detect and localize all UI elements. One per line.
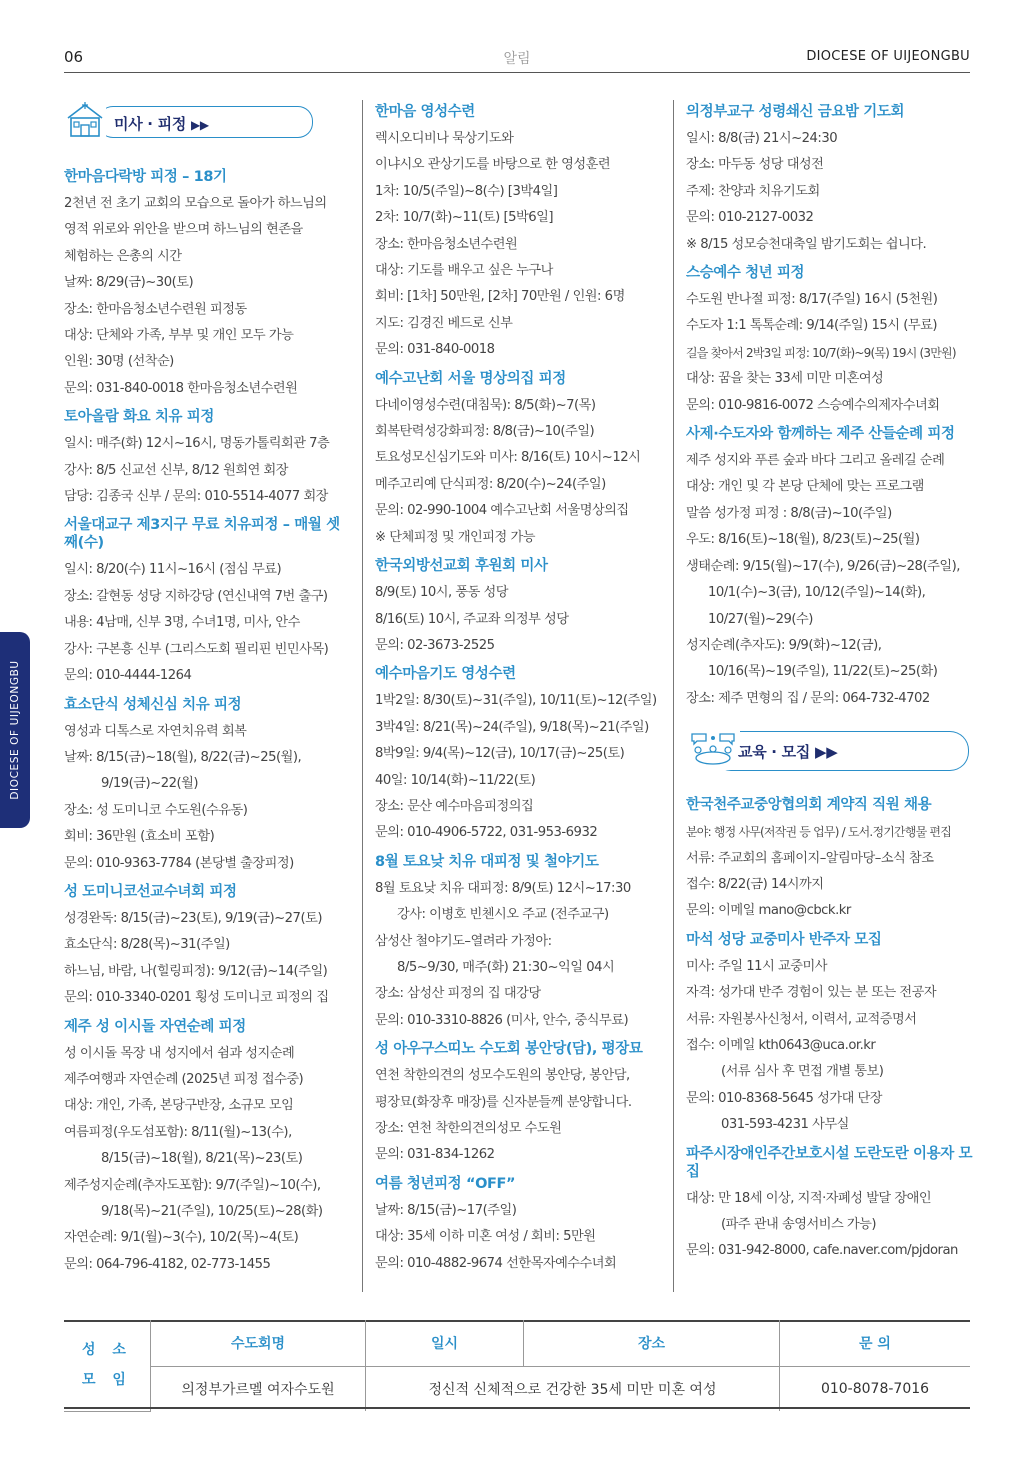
text-line: 문의: 010-2127-0032 <box>686 210 814 226</box>
text-line: 성지순례(추자도): 9/9(화)~12(금), <box>686 637 882 653</box>
text-line: 9/18(목)~21(주일), 10/25(토)~28(화) <box>101 1204 323 1219</box>
notice-title: 제주 성 이시돌 자연순례 피정 <box>64 1018 246 1035</box>
double-arrow-icon: ▶▶ <box>814 743 838 762</box>
text-line: 일시: 8/8(금) 21시~24:30 <box>686 131 838 146</box>
table-row <box>64 1367 970 1412</box>
vocation-meeting-table <box>64 1320 970 1412</box>
text-line: 수도자 1:1 톡톡순례: 9/14(주일) 15시 (무료) <box>686 318 937 334</box>
text-line: 10/1(수)~3(금), 10/12(주일)~14(화), <box>708 585 926 601</box>
order-name-cell: 의정부가르멜 여자수도원 <box>181 1382 335 1398</box>
text-line: 강사: 구본흥 신부 (그리스도회 필리핀 빈민사목) <box>64 641 329 657</box>
text-line: 삼성산 철야기도–열려라 가정아: <box>375 933 552 949</box>
text-line: 2천년 전 초기 교회의 모습으로 돌아가 하느님의 <box>64 196 327 211</box>
notice-section <box>64 696 352 877</box>
notice-section <box>64 168 352 402</box>
text-line: 문의: 010-3340-0201 횡성 도미니코 피정의 집 <box>64 990 329 1006</box>
text-line: 제주 성지와 푸른 숲과 바다 그리고 올레길 순례 <box>686 453 945 469</box>
table-header-row <box>64 1320 970 1367</box>
text-line: 장소: 제주 면형의 집 / 문의: 064-732-4702 <box>686 690 930 706</box>
text-line: 문의: 010-8368-5645 성가대 단장 <box>686 1090 883 1106</box>
notice-section <box>64 408 352 510</box>
text-line: 장소: 갈현동 성당 지하강당 (연신내역 7번 출구) <box>64 588 328 604</box>
text-line: 회비: [1차] 50만원, [2차] 70만원 / 인원: 6명 <box>375 289 625 305</box>
text-line: 대상: 35세 이하 미혼 여성 / 회비: 5만원 <box>375 1229 596 1245</box>
text-line: 문의: 010-9816-0072 스승예수의제자수녀회 <box>686 397 940 413</box>
side-tab-label: DIOCESE OF UIJEONGBU <box>9 660 21 800</box>
contact-cell: 010-8078-7016 <box>780 1367 971 1412</box>
text-line: 문의: 031-834-1262 <box>375 1147 495 1163</box>
notice-section <box>375 557 665 659</box>
notice-section <box>375 370 665 551</box>
notice-title: 효소단식 성체신심 치유 피정 <box>64 696 242 713</box>
text-line: 날짜: 8/29(금)~30(토) <box>64 275 194 291</box>
text-line: 1박2일: 8/30(토)~31(주일), 10/11(토)~12(주일) <box>375 693 657 709</box>
text-line: 분야: 행정 사무(저작권 등 업무) / 도서.정기간행물 편집 <box>686 825 951 840</box>
header-order-name: 수도회명 <box>151 1320 366 1367</box>
header-contact: 문 의 <box>780 1320 971 1367</box>
notice-section <box>686 103 974 258</box>
text-line: 장소: 마두동 성당 대성전 <box>686 157 824 173</box>
side-tab <box>0 632 30 828</box>
text-line: 평장묘(화장후 매장)를 신자분들께 분양합니다. <box>375 1094 632 1110</box>
notice-title: 파주시장애인주간보호시설 도란도란 이용자 모집 <box>686 1145 973 1180</box>
notice-section <box>375 103 665 364</box>
text-line: 8/16(토) 10시, 주교좌 의정부 성당 <box>375 611 569 627</box>
text-line: ※ 8/15 성모승천대축일 밤기도회는 쉽니다. <box>686 236 927 252</box>
text-line: 이냐시오 관상기도를 바탕으로 한 영성훈련 <box>375 157 611 173</box>
text-line: 8/9(토) 10시, 풍동 성당 <box>375 585 508 601</box>
notice-section <box>375 665 665 846</box>
text-line: 일시: 매주(화) 12시~16시, 명동가톨릭회관 7층 <box>64 436 330 452</box>
text-line: 문의: 010-9363-7784 (본당별 출장피정) <box>64 855 294 871</box>
notice-title: 한마음다락방 피정 – 18기 <box>64 169 227 185</box>
text-line: 장소: 성 도미니코 수도원(수유동) <box>64 802 248 818</box>
text-line: 서류: 자원봉사신청서, 이력서, 교적증명서 <box>686 1011 917 1027</box>
text-line: 자격: 성가대 반주 경험이 있는 분 또는 전공자 <box>686 985 937 1001</box>
text-line: 문의: 031-840-0018 한마음청소년수련원 <box>64 380 298 396</box>
mass-retreat-title: 미사 · 피정 ▶▶ <box>114 115 209 133</box>
text-line: 연천 착한의견의 성모수도원의 봉안당, 봉안담, <box>375 1068 630 1084</box>
notice-title: 한마음 영성수련 <box>375 104 475 120</box>
page-number: 06 <box>64 48 84 66</box>
notice-title: 예수고난회 서울 명상의집 피정 <box>375 370 566 387</box>
text-line: 성 이시돌 목장 내 성지에서 쉼과 성지순례 <box>64 1045 295 1061</box>
text-line: 장소: 문산 예수마음피정의집 <box>375 798 534 814</box>
text-line: 날짜: 8/15(금)~17(주일) <box>375 1202 517 1218</box>
text-line: 자연순례: 9/1(월)~3(수), 10/2(목)~4(토) <box>64 1230 299 1246</box>
notice-title: 한국천주교중앙협의회 계약직 직원 채용 <box>686 797 932 814</box>
detail-cell: 정신적 신체적으로 건강한 35세 미만 미혼 여성 <box>366 1367 780 1412</box>
text-line: 8월 토요낮 치유 대피정: 8/9(토) 12시~17:30 <box>375 880 631 896</box>
meeting-icon <box>686 728 740 770</box>
text-line: 대상: 꿈을 찾는 33세 미만 미혼여성 <box>686 371 884 387</box>
notice-title: 성 아우구스띠노 수도회 봉안당(담), 평장묘 <box>375 1041 643 1058</box>
text-line: 체험하는 은총의 시간 <box>64 248 182 264</box>
text-line: 길을 찾아서 2박3일 피정: 10/7(화)~9(목) 19시 (3만원) <box>686 345 956 360</box>
column-2-sections <box>375 103 665 1277</box>
column-divider <box>362 100 363 1292</box>
text-line: 강사: 8/5 신교선 신부, 8/12 원희연 회장 <box>64 462 288 478</box>
notice-section <box>64 883 352 1012</box>
text-line: 대상: 기도를 배우고 싶은 누구나 <box>375 263 553 279</box>
notice-section <box>686 425 974 712</box>
text-line: 문의: 031-942-8000, cafe.naver.com/pjdoran <box>686 1243 958 1259</box>
text-line: 우도: 8/16(토)~18(월), 8/23(토)~25(월) <box>686 532 920 548</box>
education-recruit-header <box>686 728 974 770</box>
text-line: 미사: 주일 11시 교중미사 <box>686 958 827 974</box>
text-line: 8/15(금)~18(월), 8/21(목)~23(토) <box>101 1151 303 1167</box>
text-line: 메주고리예 단식피정: 8/20(수)~24(주일) <box>375 476 606 492</box>
text-line: 토요성모신심기도와 미사: 8/16(토) 10시~12시 <box>375 450 641 466</box>
notice-section <box>686 1145 974 1265</box>
column-divider <box>673 100 674 1292</box>
header-date: 일시 <box>366 1320 524 1367</box>
column-3 <box>686 100 974 1271</box>
notice-section <box>375 1040 665 1169</box>
text-line: (서류 심사 후 면접 개별 통보) <box>721 1064 884 1080</box>
church-icon <box>64 100 106 140</box>
text-line: 장소: 연천 착한의견의성모 수도원 <box>375 1121 562 1136</box>
text-line: 대상: 개인, 가족, 본당구반장, 소규모 모임 <box>64 1098 294 1114</box>
text-line: 장소: 한마음청소년수련원 피정동 <box>64 301 247 317</box>
text-line: 말씀 성가정 피정 : 8/8(금)~10(주일) <box>686 505 892 521</box>
notice-title: 스승예수 청년 피정 <box>686 265 805 282</box>
text-line: 031-593-4231 사무실 <box>721 1117 849 1133</box>
text-line: 장소: 삼성산 피정의 집 대강당 <box>375 986 541 1002</box>
notice-section <box>375 1175 665 1277</box>
notice-title: 여름 청년피정 “OFF” <box>375 1175 516 1192</box>
notice-section <box>375 853 665 1034</box>
text-line: 8박9일: 9/4(목)~12(금), 10/17(금)~25(토) <box>375 746 625 762</box>
text-line: 회복탄력성강화피정: 8/8(금)~10(주일) <box>375 424 595 440</box>
text-line: 성경완독: 8/15(금)~23(토), 9/19(금)~27(토) <box>64 910 322 926</box>
text-line: 접수: 8/22(금) 14시까지 <box>686 876 824 892</box>
text-line: 문의: 064-796-4182, 02-773-1455 <box>64 1256 271 1272</box>
table-bottom-rule <box>64 1407 970 1409</box>
text-line: 날짜: 8/15(금)~18(월), 8/22(금)~25(월), <box>64 749 302 765</box>
text-line: 수도원 반나절 피정: 8/17(주일) 16시 (5천원) <box>686 292 938 308</box>
notice-section <box>64 516 352 689</box>
text-line: 장소: 한마음청소년수련원 <box>375 236 518 252</box>
notice-section <box>64 1018 352 1279</box>
text-line: 대상: 만 18세 이상, 지적·자폐성 발달 장애인 <box>686 1190 932 1206</box>
notice-section <box>686 796 974 925</box>
text-line: 다네이영성수련(대침묵): 8/5(화)~7(목) <box>375 397 596 413</box>
text-line: 1차: 10/5(주일)~8(수) [3박4일] <box>375 183 558 199</box>
text-line: 문의: 031-840-0018 <box>375 342 495 358</box>
text-line: 대상: 단체와 가족, 부부 및 개인 모두 가능 <box>64 328 294 344</box>
text-line: 3박4일: 8/21(목)~24(주일), 9/18(목)~21(주일) <box>375 719 649 735</box>
text-line: 인원: 30명 (선착순) <box>64 354 174 370</box>
text-line: 서류: 주교회의 홈페이지–알림마당–소식 참조 <box>686 850 934 866</box>
notice-title: 마석 성당 교중미사 반주자 모집 <box>686 931 882 948</box>
text-line: 문의: 010-4906-5722, 031-953-6932 <box>375 825 598 841</box>
text-line: 문의: 02-990-1004 예수고난회 서울명상의집 <box>375 503 629 519</box>
notice-title: 한국외방선교회 후원회 미사 <box>375 558 548 575</box>
text-line: 문의: 02-3673-2525 <box>375 637 495 653</box>
text-line: 문의: 이메일 mano@cbck.kr <box>686 903 851 919</box>
text-line: 지도: 김경진 베드로 신부 <box>375 315 513 331</box>
notice-section <box>686 264 974 419</box>
text-line: 제주성지순례(추자도포함): 9/7(주일)~10(수), <box>64 1177 321 1193</box>
notice-title: 의정부교구 성령쇄신 금요밤 기도회 <box>686 104 905 120</box>
text-line: 효소단식: 8/28(목)~31(주일) <box>64 937 230 953</box>
page-header <box>64 44 970 73</box>
text-line: 문의: 010-4882-9674 선한목자예수수녀회 <box>375 1255 617 1271</box>
mass-retreat-header <box>64 100 352 140</box>
text-line: 일시: 8/20(수) 11시~16시 (점심 무료) <box>64 562 282 578</box>
education-recruit-title: 교육 · 모집 ▶▶ <box>738 743 838 762</box>
text-line: 문의: 010-4444-1264 <box>64 668 192 684</box>
text-line: 10/27(월)~29(수) <box>708 611 813 627</box>
text-line: 내용: 4남매, 신부 3명, 수녀1명, 미사, 안수 <box>64 615 300 631</box>
text-line: 주제: 찬양과 치유기도회 <box>686 183 820 199</box>
text-line: 여름피정(우도섬포함): 8/11(월)~13(수), <box>64 1124 292 1140</box>
text-line: 강사: 이병호 빈첸시오 주교 (전주교구) <box>397 907 609 923</box>
text-line: 접수: 이메일 kth0643@uca.or.kr <box>686 1037 876 1053</box>
notice-title: 토아올람 화요 치유 피정 <box>64 409 215 426</box>
text-line: 10/16(목)~19(주일), 11/22(토)~25(화) <box>708 664 938 680</box>
vocation-meeting-label: 성 소 모 임 <box>64 1320 151 1411</box>
text-line: 8/5~9/30, 매주(화) 21:30~익일 04시 <box>397 959 615 975</box>
notice-section <box>686 931 974 1139</box>
text-line: 제주여행과 자연순례 (2025년 피정 접수중) <box>64 1071 304 1087</box>
text-line: 대상: 개인 및 각 본당 단체에 맞는 프로그램 <box>686 479 924 495</box>
publisher-name: DIOCESE OF UIJEONGBU <box>806 49 970 64</box>
text-line: 문의: 010-3310-8826 (미사, 안수, 중식무료) <box>375 1012 629 1028</box>
column-1-sections <box>64 168 352 1278</box>
text-line: ※ 단체피정 및 개인피정 가능 <box>375 529 535 545</box>
notice-title: 예수마음기도 영성수련 <box>375 666 516 683</box>
text-line: 9/19(금)~22(월) <box>101 776 199 792</box>
column-3-sections-top <box>686 103 974 712</box>
text-line: 회비: 36만원 (효소비 포함) <box>64 829 215 845</box>
text-line: 영성과 디톡스로 자연치유력 회복 <box>64 723 247 739</box>
text-line: 40일: 10/14(화)~11/22(토) <box>375 772 536 788</box>
notice-title: 사제·수도자와 함께하는 제주 산들순례 피정 <box>686 426 955 443</box>
text-line: 생태순례: 9/15(월)~17(수), 9/26(금)~28(주일), <box>686 558 960 574</box>
text-line: 담당: 김종국 신부 / 문의: 010-5514-4077 회장 <box>64 489 328 505</box>
notice-title: 8월 토요낮 치유 대피정 및 철야기도 <box>375 853 599 870</box>
column-3-sections-bottom <box>686 796 974 1265</box>
column-2 <box>375 100 665 1283</box>
text-line: (파주 관내 송영서비스 가능) <box>721 1217 876 1232</box>
text-line: 렉시오디비나 묵상기도와 <box>375 131 514 146</box>
double-arrow-icon: ▶▶ <box>190 118 209 132</box>
section-title: 알림 <box>503 51 531 67</box>
header-place: 장소 <box>524 1320 780 1367</box>
notice-title: 서울대교구 제3지구 무료 치유피정 – 매월 셋째(수) <box>64 517 340 552</box>
text-line: 2차: 10/7(화)~11(토) [5박6일] <box>375 210 554 226</box>
column-1 <box>64 100 352 1284</box>
text-line: 영적 위로와 위안을 받으며 하느님의 현존을 <box>64 222 303 238</box>
text-line: 하느님, 바람, 나(힐링피정): 9/12(금)~14(주일) <box>64 963 328 979</box>
notice-title: 성 도미니코선교수녀회 피정 <box>64 883 237 900</box>
